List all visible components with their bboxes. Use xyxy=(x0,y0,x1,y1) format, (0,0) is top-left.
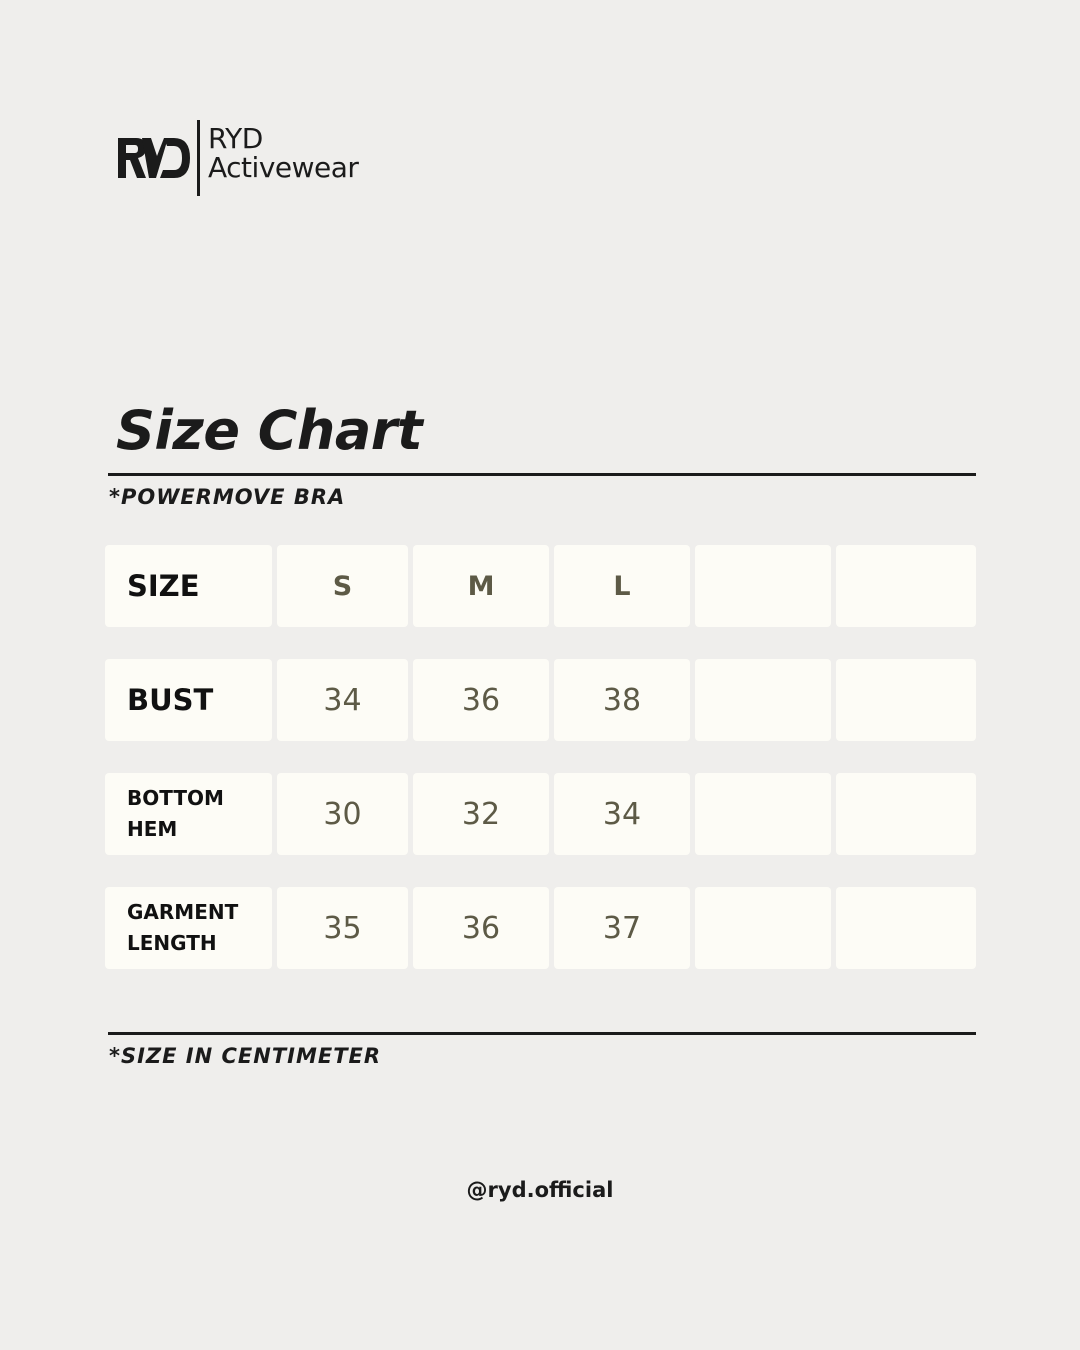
title-divider xyxy=(108,473,976,476)
brand-name-line2: Activewear xyxy=(208,151,359,184)
brand-logo xyxy=(116,120,436,196)
ryd-logo-mark-icon xyxy=(116,134,192,182)
row-label: BUST xyxy=(127,683,214,717)
header-label-cell xyxy=(105,545,272,627)
value-cell-empty xyxy=(836,887,976,969)
header-size-cell xyxy=(277,545,408,627)
brand-wordmark xyxy=(208,124,358,182)
header-size-cell xyxy=(554,545,690,627)
value: 37 xyxy=(602,910,642,946)
page-title: Size Chart xyxy=(116,399,423,462)
table-row-bust xyxy=(105,659,976,741)
value: 36 xyxy=(461,682,501,718)
value: 32 xyxy=(461,796,501,832)
header-size-cell xyxy=(413,545,549,627)
value-cell xyxy=(413,887,549,969)
value-cell xyxy=(413,773,549,855)
value-cell-empty xyxy=(695,659,831,741)
unit-note: *SIZE IN CENTIMETER xyxy=(109,1044,382,1068)
value-cell xyxy=(277,659,408,741)
header-size-cell-empty xyxy=(695,545,831,627)
value-cell-empty xyxy=(836,659,976,741)
table-row-garment-length xyxy=(105,887,976,969)
row-label: BOTTOM HEM xyxy=(127,786,224,841)
logo-divider xyxy=(197,120,200,196)
value-cell xyxy=(277,773,408,855)
value: 36 xyxy=(461,910,501,946)
value-cell xyxy=(554,773,690,855)
row-label: GARMENT LENGTH xyxy=(127,900,239,955)
value-cell-empty xyxy=(836,773,976,855)
value: 34 xyxy=(323,682,362,718)
value-cell-empty xyxy=(695,887,831,969)
row-label-cell xyxy=(105,659,272,741)
value: 34 xyxy=(602,796,642,832)
size-l: L xyxy=(613,570,631,602)
row-label-cell xyxy=(105,887,272,969)
value: 35 xyxy=(323,910,362,946)
value: 38 xyxy=(602,682,642,718)
product-name: *POWERMOVE BRA xyxy=(109,485,346,509)
brand-name-line1: RYD xyxy=(208,122,263,155)
value-cell xyxy=(554,887,690,969)
social-handle: @ryd.official xyxy=(466,1178,614,1202)
value-cell xyxy=(413,659,549,741)
table-header-row xyxy=(105,545,976,627)
value-cell-empty xyxy=(695,773,831,855)
table-row-bottom-hem xyxy=(105,773,976,855)
size-s: S xyxy=(332,570,353,602)
header-size-cell-empty xyxy=(836,545,976,627)
value: 30 xyxy=(323,796,362,832)
value-cell xyxy=(554,659,690,741)
size-m: M xyxy=(467,570,495,602)
row-label-cell xyxy=(105,773,272,855)
value-cell xyxy=(277,887,408,969)
footer-divider xyxy=(108,1032,976,1035)
header-label: SIZE xyxy=(127,569,200,603)
